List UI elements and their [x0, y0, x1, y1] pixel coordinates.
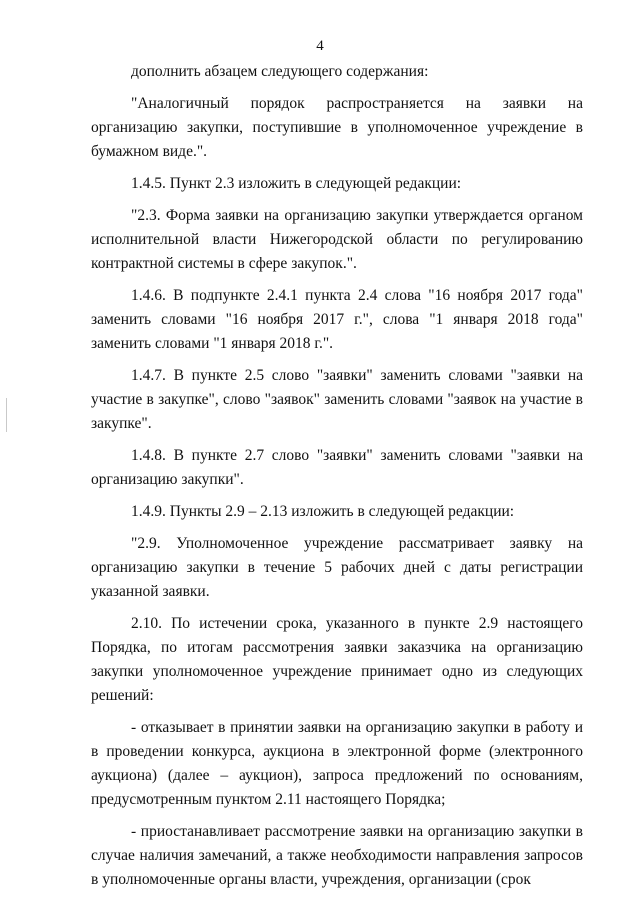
paragraph-2-3: "2.3. Форма заявки на организацию закупки утверждается органом исполнительной власти Нижегородской области по регулированию контрактной системы в сфере закупок.". [91, 207, 583, 272]
paragraph-1-4-6: 1.4.6. В подпункте 2.4.1 пункта 2.4 слова "16 ноября 2017 года" заменить словами "16 ноября 2017 г.", слова "1 января 2018 года" заменить словами "1 января 2018 г.". [91, 287, 583, 352]
scan-margin-mark [6, 398, 7, 432]
paragraph-2-9: "2.9. Уполномоченное учреждение рассматривает заявку на организацию закупки в течение 5 рабочих дней с даты регистрации указанной заявки. [91, 535, 583, 600]
paragraph-1-4-7: 1.4.7. В пункте 2.5 слово "заявки" заменить словами "заявки на участие в закупке", слово "заявок" заменить словами "заявок на участие в закупке". [91, 367, 583, 432]
paragraph-2-10: 2.10. По истечении срока, указанного в пункте 2.9 настоящего Порядка, по итогам рассмотрения заявки заказчика на организацию закупки уполномоченное учреждение принимает одно из следующих решений: [91, 615, 583, 704]
paragraph-1-4-5: 1.4.5. Пункт 2.3 изложить в следующей редакции: [131, 175, 462, 192]
paragraph-1-4-8: 1.4.8. В пункте 2.7 слово "заявки" заменить словами "заявки на организацию закупки". [91, 447, 583, 488]
page-number: 4 [316, 38, 324, 54]
paragraph-suspension: - приостанавливает рассмотрение заявки на организацию закупки в случае наличия замечаний, а также необходимости направления запросов в уполномоченные органы власти, учреждения, организации (срок [91, 823, 583, 888]
paragraph-1-4-9: 1.4.9. Пункты 2.9 – 2.13 изложить в следующей редакции: [131, 503, 515, 520]
paragraph-refusal: - отказывает в принятии заявки на организацию закупки в работу и в проведении конкурса, аукциона в электронной форме (электронного аукциона) (далее – аукцион), запроса предложений по основаниям, предусмотренным пунктом 2.11 настоящего Порядка; [91, 719, 583, 808]
document-body [91, 60, 583, 900]
paragraph-paper-applications: "Аналогичный порядок распространяется на заявки на организацию закупки, поступившие в уполномоченное учреждение в бумажном виде.". [91, 95, 583, 160]
paragraph-intro: дополнить абзацем следующего содержания: [131, 63, 429, 80]
